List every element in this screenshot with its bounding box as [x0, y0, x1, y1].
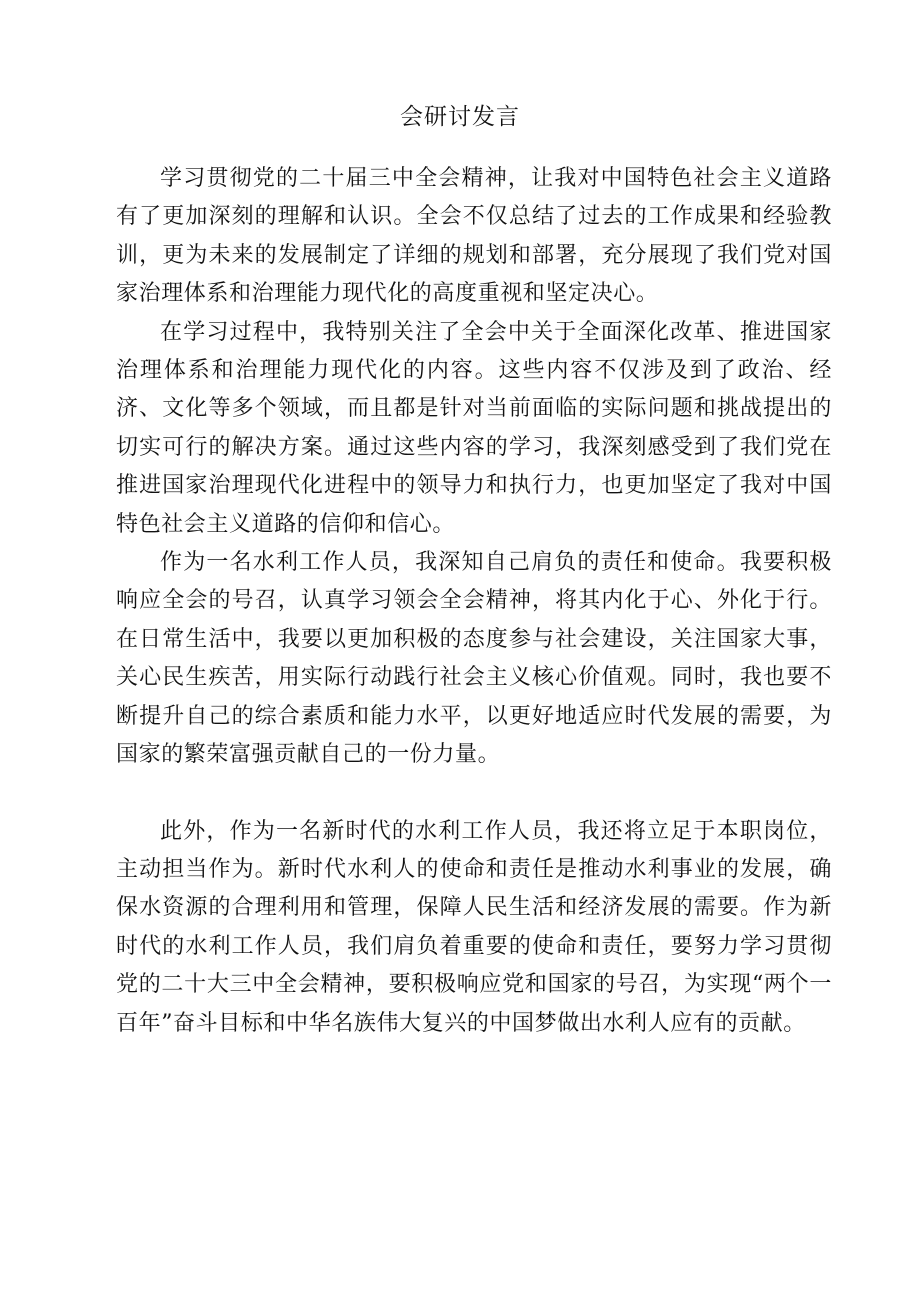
document-body [116, 160, 832, 1043]
paragraph-4: 此外，作为一名新时代的水利工作人员，我还将立足于本职岗位，主动担当作为。新时代水利人的使命和责任是推动水利事业的发展，确保水资源的合理利用和管理，保障人民生活和经济发展的需要。作为新时代的水利工作人员，我们肩负着重要的使命和责任，要努力学习贯彻党的二十大三中全会精神，要积极响应党和国家的号召，为实现“两个一百年”奋斗目标和中华名族伟大复兴的中国梦做出水利人应有的贡献。 [116, 818, 832, 1036]
paragraph-2: 在学习过程中，我特别关注了全会中关于全面深化改革、推进国家治理体系和治理能力现代化的内容。这些内容不仅涉及到了政治、经济、文化等多个领域，而且都是针对当前面临的实际问题和挑战提出的切实可行的解决方案。通过这些内容的学习，我深刻感受到了我们党在推进国家治理现代化进程中的领导力和执行力，也更加坚定了我对中国特色社会主义道路的信仰和信心。 [116, 319, 832, 537]
paragraph-3: 作为一名水利工作人员，我深知自己肩负的责任和使命。我要积极响应全会的号召，认真学习领会全会精神，将其内化于心、外化于行。在日常生活中，我要以更加积极的态度参与社会建设，关注国家大事，关心民生疾苦，用实际行动践行社会主义核心价值观。同时，我也要不断提升自己的综合素质和能力水平，以更好地适应时代发展的需要，为国家的繁荣富强贡献自己的一份力量。 [116, 550, 832, 768]
paragraph-spacer [116, 775, 832, 813]
document-title: 会研讨发言 [400, 104, 520, 130]
paragraph-1: 学习贯彻党的二十届三中全会精神，让我对中国特色社会主义道路有了更加深刻的理解和认识。全会不仅总结了过去的工作成果和经验教训，更为未来的发展制定了详细的规划和部署，充分展现了我们党对国家治理体系和治理能力现代化的高度重视和坚定决心。 [116, 166, 832, 307]
